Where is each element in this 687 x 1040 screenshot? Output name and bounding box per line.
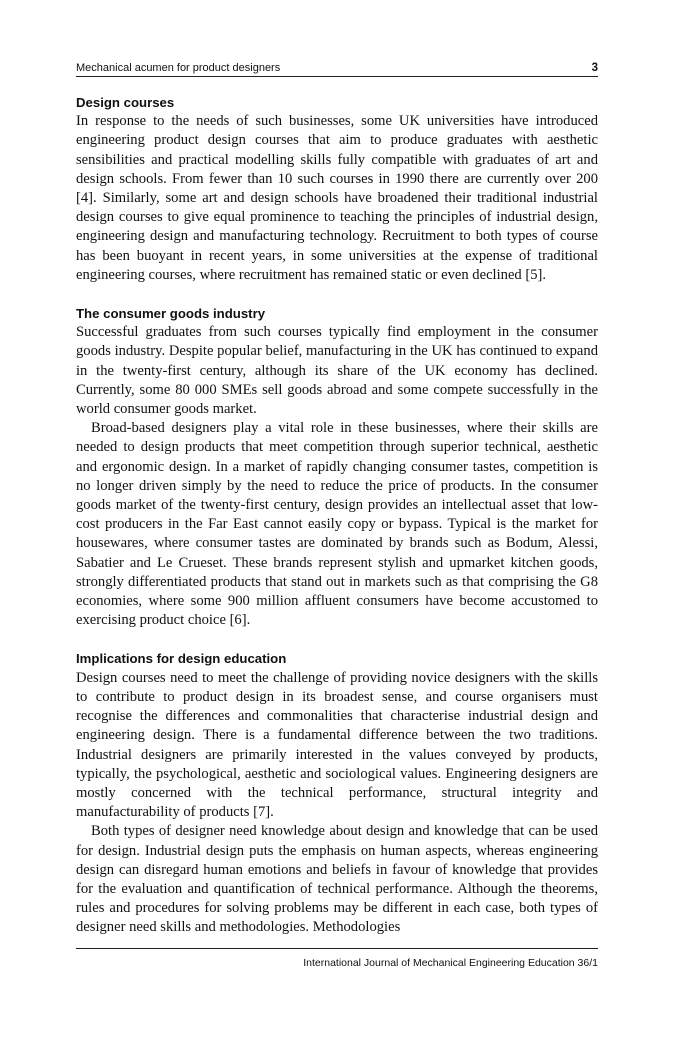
paragraph: Broad-based designers play a vital role in these businesses, where their skills are needed to design products that meet competition through superior technical, aesthetic and ergonomic design. In a market of rapidly changing consumer tastes, competition is no longer driven simply by the need to reduce the price of products. In the consumer goods market of the twenty-first century, design provides an intellectual asset that low-cost producers in the Far East cannot easily copy or bypass. Typical is the market for housewares, where consumer tastes are dominated by brands such as Bodum, Alessi, Sabatier and Le Crueset. These brands represent stylish and upmarket kitchen goods, strongly differentiated products that stand out in markets such as that comprising the G8 economies, where some 900 million affluent consumers have become accustomed to exercising product choice [6].: [76, 420, 598, 629]
running-head: [76, 59, 598, 75]
page-number: 3: [591, 62, 598, 74]
header-rule: [76, 76, 598, 77]
paragraph: Successful graduates from such courses typically find employment in the consumer goods industry. Despite popular belief, manufacturing in the UK has continued to expand in the twenty-first century, although its share of the UK economy has declined. Currently, some 80 000 SMEs sell goods abroad and some compete successfully in the world consumer goods market.: [76, 324, 598, 418]
section-heading: Design courses: [76, 95, 175, 110]
running-head-title: Mechanical acumen for product designers: [76, 62, 281, 74]
running-foot: International Journal of Mechanical Engineering Education 36/1: [303, 957, 598, 969]
footer-rule: [76, 948, 598, 949]
paragraph: In response to the needs of such businesses, some UK universities have introduced engineering product design courses that aim to produce graduates with aesthetic sensibilities and practical modelling skills fully compatible with graduates of art and design schools. From fewer than 10 such courses in 1990 there are currently over 200 [4]. Similarly, some art and design schools have broadened their traditional industrial design courses to give equal prominence to teaching the principles of industrial design, engineering design and manufacturing technology. Recruitment to both types of course has been buoyant in recent years, in some universities at the expense of traditional engineering courses, where recruitment has remained static or even declined [5].: [76, 113, 598, 283]
paragraph: Design courses need to meet the challenge of providing novice designers with the skills to contribute to product design in its broadest sense, and course organisers must recognise the differences and commonalities that characterise industrial design and engineering design. There is a fundamental difference between the two traditions. Industrial designers are primarily interested in the values conveyed by products, typically, the psychological, aesthetic and sociological values. Engineering designers are mostly concerned with the technical performance, structural integrity and manufacturability of products [7].: [76, 669, 598, 821]
body-text: [76, 93, 598, 957]
section-design-courses: [76, 93, 598, 285]
section-consumer-goods-industry: [76, 304, 598, 630]
section-implications-for-design-education: [76, 649, 598, 937]
paragraph: Both types of designer need knowledge about design and knowledge that can be used for design. Industrial design puts the emphasis on human aspects, whereas engineering design can disregard human emotions and beliefs in favour of knowledge that provides for the evaluation and quantification of technical performance. Although the theorems, rules and procedures for solving problems may be different in each case, both types of designer need skills and methodologies. Methodologies: [76, 823, 598, 936]
section-heading: The consumer goods industry: [76, 306, 266, 322]
section-heading: Implications for design education: [76, 651, 287, 667]
